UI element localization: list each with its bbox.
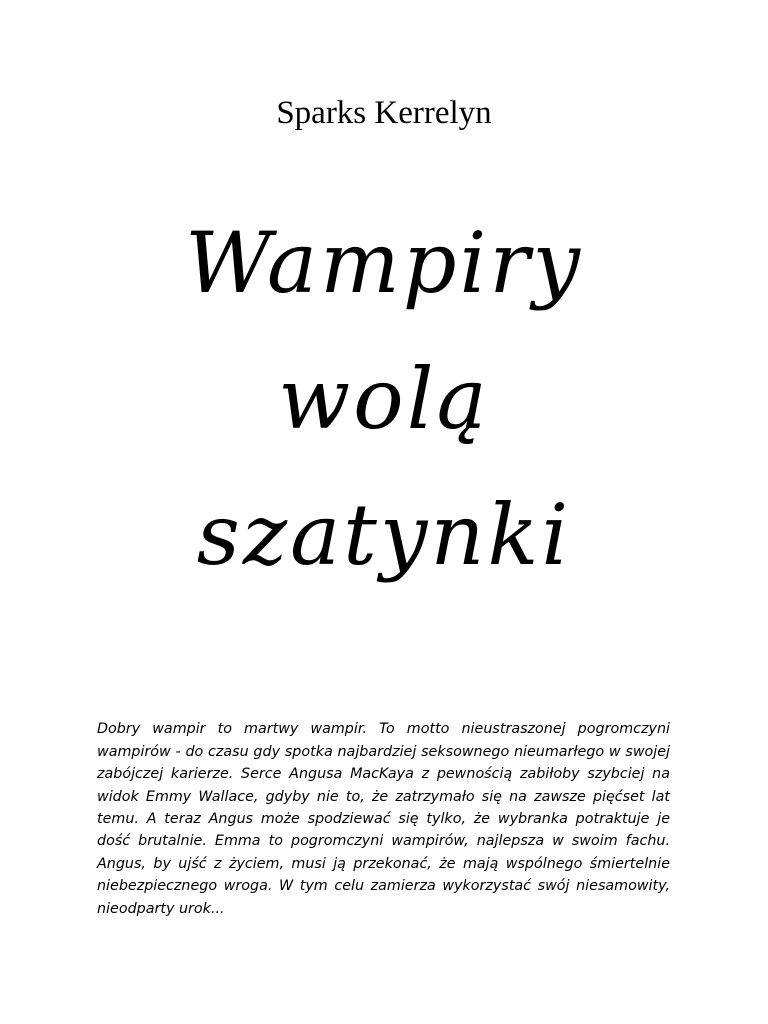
title-line-3: szatynki [196,486,572,584]
title-line-2: wolą [278,350,490,448]
author-name: Sparks Kerrelyn [276,95,492,131]
book-description: Dobry wampir to martwy wampir. To motto nieustraszonej pogromczyni wampirów - do czasu gdy spotka najbardziej seksownego nieumarłego w swojej zabójczej karierze. Serce Angusa MacKaya z pewnością zabiłoby szybciej na widok Emmy Wallace, gdyby nie to, że zatrzymało się na zawsze pięćset lat temu. A teraz Angus może spodziewać się tylko, że wybranka potraktuje je dość brutalnie. Emma to pogromczyni wampirów, najlepsza w swoim fachu. Angus, by ujść z życiem, musi ją przekonać, że mają wspólnego śmiertelnie niebezpiecznego wroga. W tym celu zamierza wykorzystać swój niesamowity, nieodparty urok... [97,721,670,917]
book-title [0,195,768,603]
title-line-1: Wampiry [184,214,583,312]
